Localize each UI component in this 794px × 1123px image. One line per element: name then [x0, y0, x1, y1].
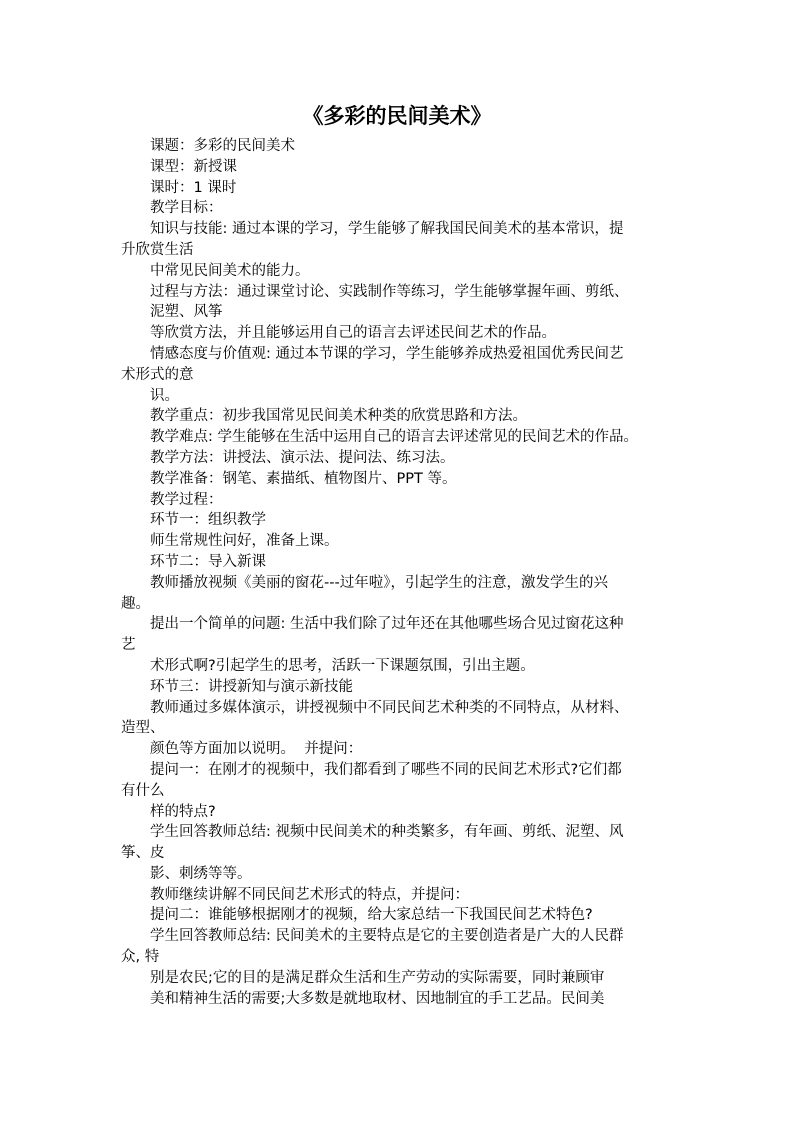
text-line: 筝、皮 — [121, 845, 165, 862]
text-line: 环节三：讲授新知与演示新技能 — [150, 678, 353, 695]
text-line: 升欣赏生活 — [121, 241, 194, 258]
text-line: 众, 特 — [121, 949, 160, 966]
text-line: 等欣赏方法，并且能够运用自己的语言去评述民间艺术的作品。 — [150, 325, 556, 342]
text-line: 教师通过多媒体演示，讲授视频中不同民间艺术种类的不同特点，从材料、 — [150, 699, 629, 716]
text-line: 教师播放视频《美丽的窗花---过年啦》，引起学生的注意，激发学生的兴 — [150, 574, 608, 591]
text-line: 提出一个简单的问题: 生活中我们除了过年还在其他哪些场合见过窗花这种 — [150, 616, 624, 633]
text-line: 趣。 — [121, 595, 150, 612]
text-line: 有什么 — [121, 782, 165, 799]
text-line: 造型、 — [121, 720, 165, 737]
text-line: 情感态度与价值观: 通过本节课的学习，学生能够养成热爱祖国优秀民间艺 — [150, 345, 624, 362]
document-body — [121, 136, 691, 1009]
text-line: 中常见民间美术的能力。 — [150, 262, 310, 279]
text-line: 提问一：在刚才的视频中，我们都看到了哪些不同的民间艺术形式?它们都 — [150, 761, 622, 778]
text-line: 教学准备：钢笔、素描纸、植物图片、PPT 等。 — [150, 470, 457, 487]
text-line: 环节一：组织教学 — [150, 512, 266, 529]
text-line: 提问二：谁能够根据刚才的视频，给大家总结一下我国民间艺术特色? — [150, 907, 593, 924]
text-line: 课型：新授课 — [150, 158, 237, 175]
text-line: 艺 — [121, 637, 136, 654]
text-line: 教学方法：讲授法、演示法、提问法、练习法。 — [150, 449, 455, 466]
text-line: 师生常规性问好，准备上课。 — [150, 533, 339, 550]
text-line: 教学目标： — [150, 200, 223, 217]
text-line: 学生回答教师总结: 视频中民间美术的种类繁多，有年画、剪纸、泥塑、风 — [150, 824, 624, 841]
text-line: 知识与技能: 通过本课的学习，学生能够了解我国民间美术的基本常识，提 — [150, 221, 624, 238]
text-line: 术形式的意 — [121, 366, 194, 383]
text-line: 教学重点：初步我国常见民间美术种类的欣赏思路和方法。 — [150, 408, 527, 425]
text-line: 样的特点? — [150, 803, 216, 820]
text-line: 教师继续讲解不同民间艺术形式的特点，并提问： — [150, 886, 469, 903]
text-line: 教学过程： — [150, 491, 223, 508]
text-line: 识。 — [150, 387, 179, 404]
text-line: 学生回答教师总结: 民间美术的主要特点是它的主要创造者是广大的人民群 — [150, 928, 624, 945]
text-line: 课时：1 课时 — [150, 179, 237, 196]
document-title: 《多彩的民间美术》 — [302, 104, 492, 128]
text-line: 美和精神生活的需要;大多数是就地取材、因地制宜的手工艺品。民间美 — [150, 990, 605, 1007]
text-line: 术形式啊?引起学生的思考，活跃一下课题氛围，引出主题。 — [150, 657, 535, 674]
text-line: 教学难点: 学生能够在生活中运用自己的语言去评述常见的民间艺术的作品。 — [150, 429, 638, 446]
text-line: 别是农民;它的目的是满足群众生活和生产劳动的实际需要，同时兼顾审 — [150, 969, 605, 986]
text-line: 课题：多彩的民间美术 — [150, 138, 295, 154]
text-line: 环节二：导入新课 — [150, 553, 266, 570]
text-line: 影、刺绣等等。 — [150, 865, 252, 882]
text-line: 泥塑、风筝 — [150, 304, 223, 321]
text-line: 颜色等方面加以说明。 并提问： — [150, 741, 363, 758]
text-line: 过程与方法：通过课堂讨论、实践制作等练习，学生能够掌握年画、剪纸、 — [150, 283, 629, 300]
